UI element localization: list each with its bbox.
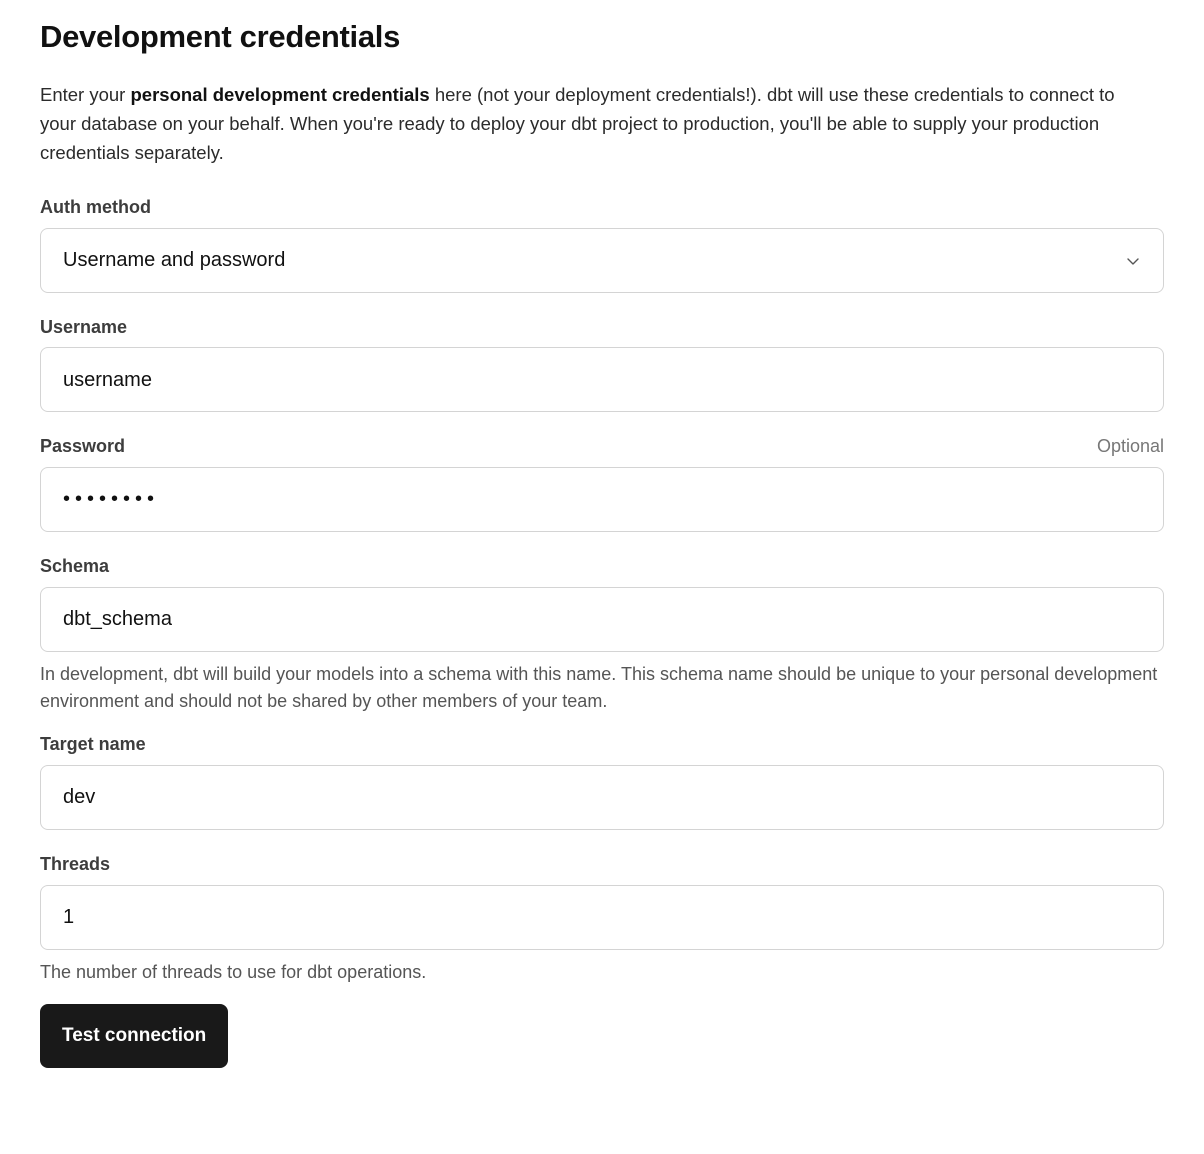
- schema-input[interactable]: [40, 587, 1164, 652]
- username-label: Username: [40, 316, 128, 337]
- field-threads: [40, 854, 1164, 986]
- password-label: Password: [40, 436, 126, 457]
- intro-text-after: here (not your deployment credentials!). dbt will use these credentials to connect to your database on your behalf. When you're ready to deploy your dbt project to production, you'll be able to supply your production credentials separately.: [40, 84, 1115, 163]
- password-label-row: [40, 436, 1164, 458]
- field-password: [40, 436, 1164, 532]
- schema-helper-text: In development, dbt will build your models into a schema with this name. This schema name should be unique to your personal development environment and should not be shared by other members of your team.: [40, 663, 1158, 712]
- schema-value: dbt_schema: [63, 608, 172, 631]
- auth-method-label-row: [40, 197, 1164, 219]
- target-name-input[interactable]: [40, 765, 1164, 830]
- threads-input[interactable]: [40, 885, 1164, 950]
- username-value: username: [63, 368, 152, 391]
- username-label-row: [40, 317, 1164, 339]
- schema-label-row: [40, 556, 1164, 578]
- chevron-down-icon: [1125, 252, 1141, 268]
- field-schema: [40, 556, 1164, 716]
- field-username: [40, 317, 1164, 413]
- schema-label: Schema: [40, 555, 110, 576]
- intro-text-bold: personal development credentials: [130, 84, 430, 106]
- page-title: Development credentials: [40, 19, 401, 54]
- target-name-label: Target name: [40, 734, 146, 755]
- password-value: ••••••••: [63, 488, 160, 511]
- spacer: [40, 830, 1164, 854]
- test-connection-button[interactable]: Test connection: [40, 1004, 228, 1068]
- intro-paragraph: [40, 81, 1140, 167]
- password-input[interactable]: [40, 467, 1164, 532]
- auth-method-select[interactable]: [40, 228, 1164, 293]
- spacer: [40, 412, 1164, 436]
- username-input[interactable]: [40, 347, 1164, 412]
- intro-text-before: Enter your: [40, 84, 131, 106]
- password-optional-tag: Optional: [1096, 436, 1164, 457]
- target-name-label-row: [40, 734, 1164, 756]
- spacer: [40, 293, 1164, 317]
- field-target-name: [40, 734, 1164, 830]
- spacer: [40, 716, 1164, 734]
- threads-helper-text: The number of threads to use for dbt operations.: [40, 961, 427, 982]
- threads-value: 1: [63, 906, 75, 929]
- auth-method-label: Auth method: [40, 197, 151, 218]
- threads-label: Threads: [40, 853, 111, 874]
- field-auth-method: [40, 197, 1164, 293]
- auth-method-value: Username and password: [63, 249, 286, 272]
- threads-label-row: [40, 854, 1164, 876]
- target-name-value: dev: [63, 786, 96, 809]
- spacer: [40, 532, 1164, 556]
